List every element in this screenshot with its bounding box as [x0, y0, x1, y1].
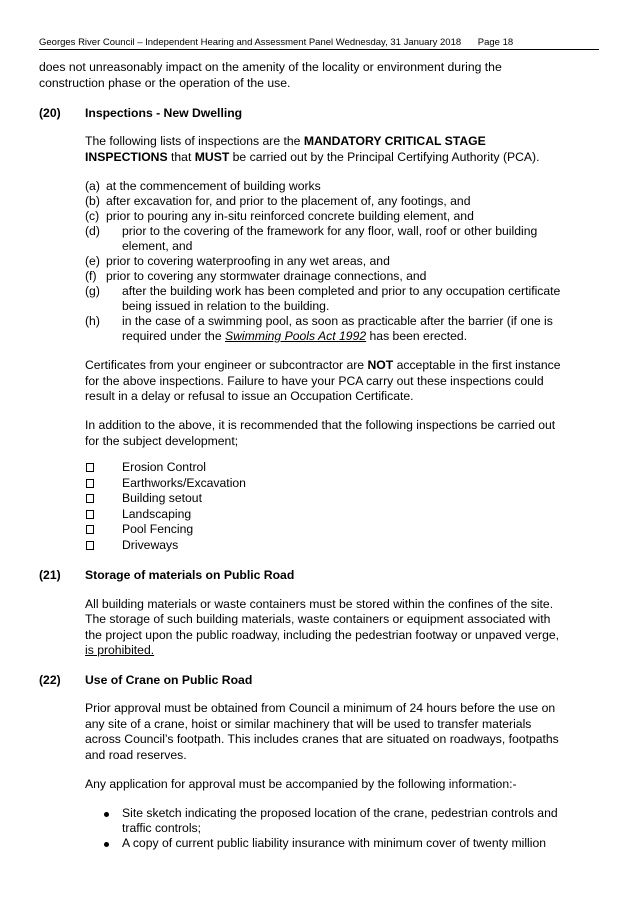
section-number-21: (21): [39, 568, 61, 582]
header-rule: [39, 49, 599, 50]
item-h-text-2a: required under the: [122, 329, 225, 343]
s20-p1-text: The following lists of inspections are the: [85, 134, 304, 148]
item-e-label: (e): [85, 254, 100, 268]
checklist-item: Driveways: [122, 538, 179, 552]
item-a-text: at the commencement of building works: [106, 179, 321, 193]
checklist-item: Building setout: [122, 491, 202, 505]
item-d-text-2: element, and: [122, 239, 193, 253]
s21-prohibited: is prohibited.: [85, 643, 155, 657]
checklist-item: Erosion Control: [122, 460, 206, 474]
s20-p1-bold-2: INSPECTIONS: [85, 150, 168, 164]
intro-line-2: construction phase or the operation of the use.: [39, 76, 291, 90]
bullet-icon: [104, 842, 109, 847]
s20-para3-line2: for the subject development;: [85, 434, 239, 448]
item-a-label: (a): [85, 179, 100, 193]
s22-line2: any site of a crane, hoist or similar machinery that will be used to transfer materials: [85, 717, 532, 731]
checkbox-icon: [86, 479, 94, 488]
bullet-1-line1: Site sketch indicating the proposed location of the crane, pedestrian controls and: [122, 806, 558, 820]
s22-line3: across Council’s footpath. This includes cranes that are situated on roadways, footpaths: [85, 732, 559, 746]
swimming-pools-act-link: Swimming Pools Act 1992: [225, 329, 367, 343]
item-h-label: (h): [85, 314, 100, 328]
item-c-label: (c): [85, 209, 100, 223]
item-b-label: (b): [85, 194, 100, 208]
s20-p2-text-a: Certificates from your engineer or subcontractor are: [85, 358, 368, 372]
item-g-text-1: after the building work has been completed and prior to any occupation certificate: [122, 284, 561, 298]
s20-p1-text-3: be carried out by the Principal Certifying Authority (PCA).: [229, 150, 540, 164]
s22-para2: Any application for approval must be accompanied by the following information:-: [85, 777, 517, 791]
page-header: [39, 37, 598, 48]
bullet-1-line2: traffic controls;: [122, 821, 202, 835]
checkbox-icon: [86, 525, 94, 534]
s20-para2-line2: for the above inspections. Failure to have your PCA carry out these inspections could: [85, 374, 544, 388]
s20-para2-line1: [85, 358, 561, 374]
s20-p1-must: MUST: [194, 150, 230, 164]
checklist-item: Landscaping: [122, 507, 192, 521]
item-h-text-1: in the case of a swimming pool, as soon as practicable after the barrier (if one is: [122, 314, 553, 328]
item-d-text-1: prior to the covering of the framework for any floor, wall, roof or other building: [122, 224, 538, 238]
item-b-text: after excavation for, and prior to the placement of, any footings, and: [106, 194, 471, 208]
s20-p2-text-c: acceptable in the first instance: [393, 358, 561, 372]
checkbox-icon: [86, 510, 94, 519]
item-f-label: (f): [85, 269, 97, 283]
item-g-label: (g): [85, 284, 100, 298]
item-h-text-2c: has been erected.: [366, 329, 468, 343]
s20-para1-line2: [85, 150, 540, 166]
checkbox-icon: [86, 494, 94, 503]
s20-p1-bold: MANDATORY CRITICAL STAGE: [303, 134, 486, 148]
section-title-22: Use of Crane on Public Road: [85, 673, 253, 687]
item-d-label: (d): [85, 224, 100, 238]
s21-line2: The storage of such building materials, waste containers or equipment associated with: [85, 612, 551, 626]
s22-line4: and road reserves.: [85, 748, 187, 762]
section-title-20: Inspections - New Dwelling: [85, 106, 243, 120]
bullet-2-line1: A copy of current public liability insurance with minimum cover of twenty million: [122, 836, 547, 850]
s20-para3-line1: In addition to the above, it is recommended that the following inspections be carried out: [85, 418, 556, 432]
s21-line1: All building materials or waste containers must be stored within the confines of the site.: [85, 597, 554, 611]
item-e-text: prior to covering waterproofing in any wet areas, and: [106, 254, 390, 268]
page-number: Page 18: [477, 37, 514, 48]
s20-para2-line3: result in a delay or refusal to issue an Occupation Certificate.: [85, 389, 414, 403]
checkbox-icon: [86, 541, 94, 550]
section-number-20: (20): [39, 106, 61, 120]
s22-line1: Prior approval must be obtained from Council a minimum of 24 hours before the use on: [85, 701, 556, 715]
checklist-item: Pool Fencing: [122, 522, 194, 536]
bullet-icon: [104, 812, 109, 817]
section-title-21: Storage of materials on Public Road: [85, 568, 295, 582]
s20-para1-line1: [85, 134, 486, 150]
s21-line3: the project upon the public roadway, including the pedestrian footway or unpaved verge,: [85, 628, 560, 642]
checkbox-icon: [86, 463, 94, 472]
item-h-text-2: [122, 329, 467, 345]
item-f-text: prior to covering any stormwater drainage connections, and: [106, 269, 427, 283]
section-number-22: (22): [39, 673, 61, 687]
s21-line4: [85, 643, 154, 659]
item-c-text: prior to pouring any in-situ reinforced concrete building element, and: [106, 209, 474, 223]
intro-line-1: does not unreasonably impact on the amenity of the locality or environment during the: [39, 60, 502, 74]
item-g-text-2: being issued in relation to the building.: [122, 299, 330, 313]
checklist-item: Earthworks/Excavation: [122, 476, 246, 490]
s20-p1-text-2: that: [167, 150, 195, 164]
header-text: Georges River Council – Independent Hearing and Assessment Panel Wednesday, 31 January 2018: [39, 37, 462, 48]
s20-p2-not: NOT: [367, 358, 394, 372]
